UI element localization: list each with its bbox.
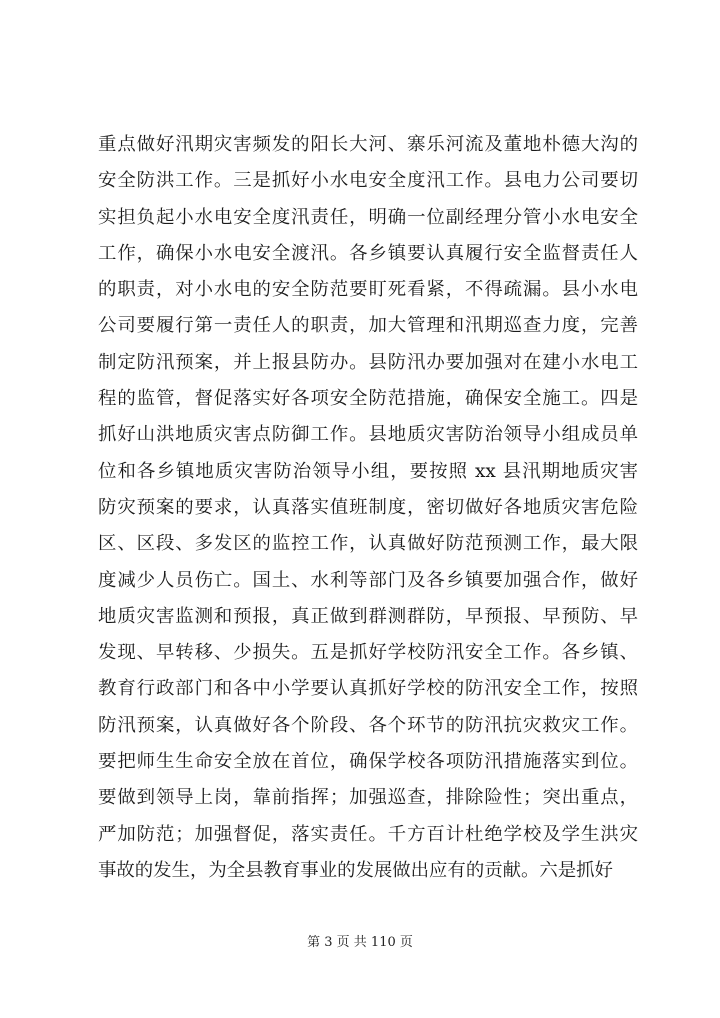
text-line: 程的监管，督促落实好各项安全防范措施，确保安全施工。四是 bbox=[98, 388, 638, 410]
text-line: 事故的发生，为全县教育事业的发展做出应有的贡献。六是抓好 bbox=[98, 859, 613, 881]
text-line: 要把师生生命安全放在首位，确保学校各项防汛措施落实到位。 bbox=[98, 751, 638, 773]
text-line: 地质灾害监测和预报，真正做到群测群防，早预报、早预防、早 bbox=[98, 605, 638, 627]
text-line: 严加防范；加强督促，落实责任。千方百计杜绝学校及学生洪灾 bbox=[98, 823, 638, 845]
text-line: 工作，确保小水电安全渡汛。各乡镇要认真履行安全监督责任人 bbox=[98, 242, 638, 264]
text-line: 公司要履行第一责任人的职责，加大管理和汛期巡查力度，完善 bbox=[98, 315, 638, 337]
text-line: 防汛预案，认真做好各个阶段、各个环节的防汛抗灾救灾工作。 bbox=[98, 714, 638, 736]
text-line: 抓好山洪地质灾害点防御工作。县地质灾害防治领导小组成员单 bbox=[98, 424, 638, 446]
text-line: 制定防汛预案，并上报县防办。县防汛办要加强对在建小水电工 bbox=[98, 351, 638, 373]
text-line: 重点做好汛期灾害频发的阳长大河、寨乐河流及董地朴德大沟的 bbox=[98, 134, 638, 155]
page-number-footer: 第 3 页 共 110 页 bbox=[307, 935, 413, 950]
text-line: 教育行政部门和各中小学要认真抓好学校的防汛安全工作，按照 bbox=[98, 678, 638, 700]
text-line: 的职责，对小水电的安全防范要盯死看紧，不得疏漏。县小水电 bbox=[98, 279, 638, 301]
text-line: 度减少人员伤亡。国土、水利等部门及各乡镇要加强合作，做好 bbox=[98, 569, 638, 591]
text-line: 区、区段、多发区的监控工作，认真做好防范预测工作，最大限 bbox=[98, 533, 638, 555]
text-line: 发现、早转移、少损失。五是抓好学校防汛安全工作。各乡镇、 bbox=[98, 642, 638, 664]
body-paragraph bbox=[98, 127, 638, 889]
text-line: 安全防洪工作。三是抓好小水电安全度汛工作。县电力公司要切 bbox=[98, 170, 638, 192]
text-line: 位和各乡镇地质灾害防治领导小组，要按照 xx 县汛期地质灾害 bbox=[98, 460, 638, 482]
text-line: 防灾预案的要求，认真落实值班制度，密切做好各地质灾害危险 bbox=[98, 496, 638, 518]
text-line: 要做到领导上岗，靠前指挥；加强巡查，排除险性；突出重点， bbox=[98, 787, 638, 809]
text-line: 实担负起小水电安全度汛责任，明确一位副经理分管小水电安全 bbox=[98, 206, 638, 228]
